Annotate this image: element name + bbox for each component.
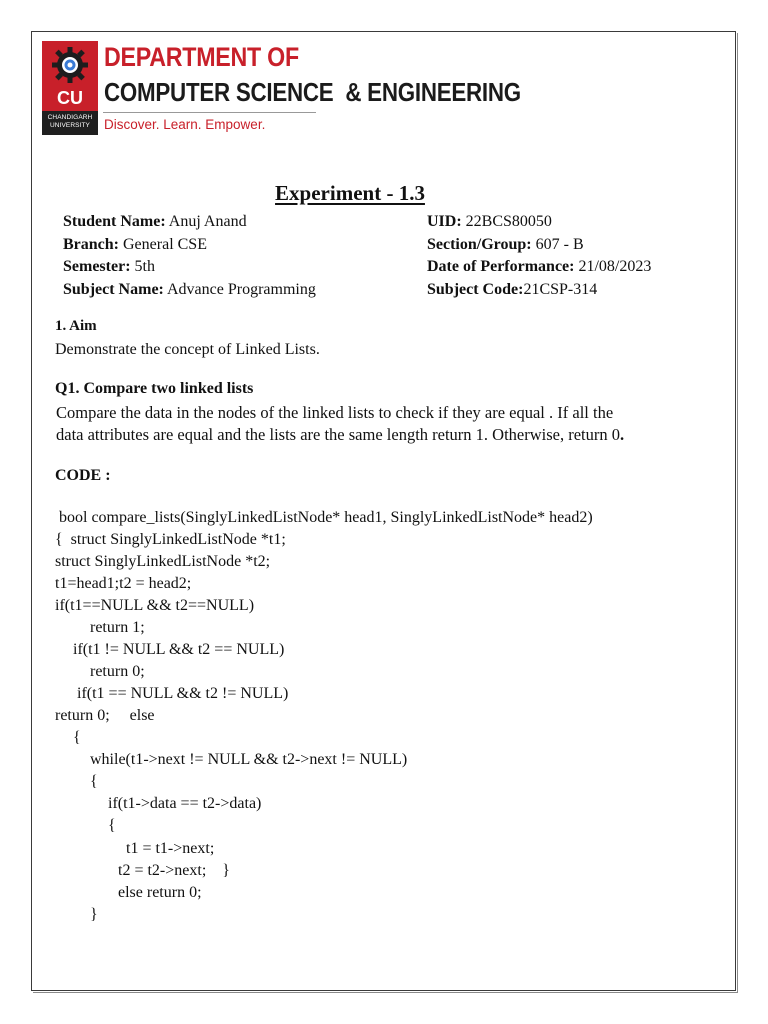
code-line: { [108,817,116,834]
code-line: while(t1->next != NULL && t2->next != NULL) [90,751,408,768]
aim-text: Demonstrate the concept of Linked Lists. [55,341,320,358]
logo-university-line1: CHANDIGARH [47,114,93,121]
code-line: return 0; [90,663,145,680]
subject-name-value: Advance Programming [167,280,316,298]
code-line: return 1; [90,619,145,636]
logo-university-line2: UNIVERSITY [49,122,90,129]
semester-value: 5th [134,258,155,275]
code-line: if(t1->data == t2->data) [108,795,262,812]
experiment-title-text: Experiment - 1.3 [275,181,425,205]
date-value: 21/08/2023 [578,258,652,275]
branch-row [63,234,316,257]
uid-value: 22BCS80050 [465,213,552,230]
q1-heading: Q1. Compare two linked lists [55,380,254,397]
code-line: if(t1==NULL && t2==NULL) [55,597,255,614]
aim-heading: 1. Aim [55,318,97,334]
subject-code-label: Subject Code: [427,280,524,298]
code-line: t2 = t2->next; } [118,862,230,879]
logo-university-text [42,111,98,135]
code-line: { [73,729,81,746]
student-name-row [63,211,316,234]
student-name-value: Anuj Anand [168,213,247,230]
subject-name-label: Subject Name: [63,280,164,298]
subject-name-row [63,279,316,302]
date-label: Date of Performance: [427,258,575,275]
section-row [427,234,651,257]
q1-line2-text: data attributes are equal and the lists are the same length return 1. Otherwise, return 0 [56,425,621,444]
q1-line1: Compare the data in the nodes of the linked lists to check if they are equal . If all the [56,403,614,422]
q1-line2-period: . [620,425,625,444]
department-line2: COMPUTER SCIENCE & ENGINEERING [104,77,521,107]
code-line: if(t1 != NULL && t2 == NULL) [73,641,285,658]
branch-label: Branch: [63,235,119,253]
semester-row [63,256,316,279]
student-info-left [63,211,316,301]
code-line: return 0; else [55,707,155,724]
uid-label: UID: [427,213,462,230]
cu-logo [42,41,98,135]
code-line: { [90,773,98,790]
section-value: 607 - B [535,235,584,253]
q1-line2 [56,425,624,445]
section-label: Section/Group: [427,235,532,253]
code-heading: CODE : [55,467,111,484]
student-name-label: Student Name: [63,213,166,230]
subject-code-row [427,279,651,302]
date-row [427,256,651,279]
branch-value: General CSE [123,235,207,253]
code-line: else return 0; [118,884,202,901]
code-line: { struct SinglyLinkedListNode *t1; [55,531,286,548]
code-line: t1=head1;t2 = head2; [55,575,192,592]
code-line: bool compare_lists(SinglyLinkedListNode* head1, SinglyLinkedListNode* head2) [55,509,593,526]
code-line: t1 = t1->next; [126,840,215,857]
department-line1: DEPARTMENT OF [104,42,299,72]
uid-row [427,211,651,234]
subject-code-value: 21CSP-314 [523,280,598,298]
semester-label: Semester: [63,258,131,275]
code-line: } [90,906,98,923]
experiment-title [0,181,700,206]
student-info-right [427,211,651,301]
university-emblem-icon [42,41,98,111]
code-line: if(t1 == NULL && t2 != NULL) [77,685,289,702]
code-line: struct SinglyLinkedListNode *t2; [55,553,271,570]
header-divider [103,112,316,113]
tagline: Discover. Learn. Empower. [104,117,266,132]
logo-letters: CU [57,88,83,108]
